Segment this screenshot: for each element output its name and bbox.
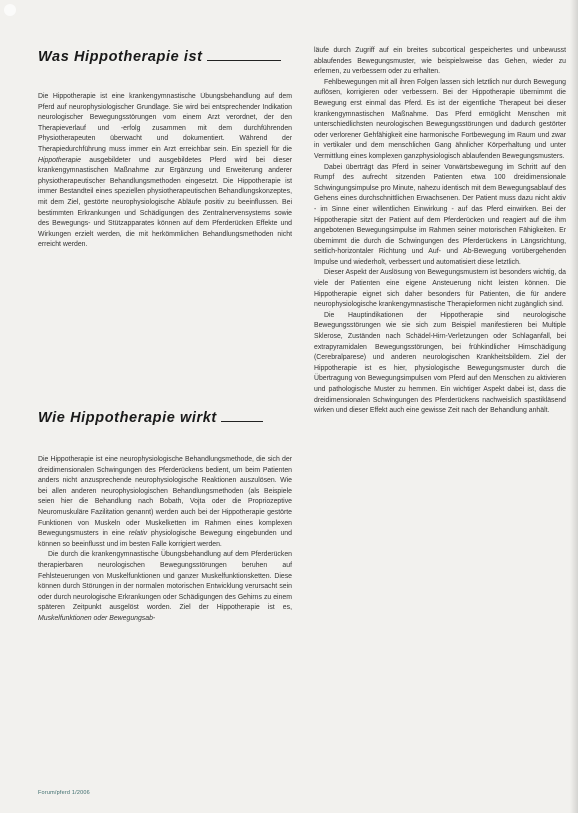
scan-corner-mark <box>4 4 16 16</box>
paragraph: Dieser Aspekt der Auslösung von Bewegungsmustern ist besonders wichtig, da viele der Patienten eine eigene Ansteuerung nicht leisten können. Die Hippotherapie eignet sich daher besonders für Patienten, die für andere neurophysiologische krankengymnastische Therapieformen nicht zugänglich sind. <box>314 269 566 309</box>
scan-edge-shade <box>570 0 578 813</box>
paragraph: läufe durch Zugriff auf ein breites subcortical gespeichertes und unbewusst ablaufendes Bewegungsmuster, wie beispielsweise das Gehen, wieder zu erlernen, zu verbessern oder zu erhalten. <box>314 47 566 76</box>
left-column-section-1 <box>38 92 292 382</box>
heading-text: Was Hippotherapie ist <box>38 49 203 65</box>
paragraph: Die durch die krankengymnastische Übungsbehandlung auf dem Pferderücken therapierbaren neurologischen Bewegungsstörungen beruhen auf Fehlsteuerungen von Muskelfunktionen und ganzer Muskelfunktionsketten. Diese können durch Störungen in der normalen motorischen Entwicklung verursacht sein oder durch neurologische Erkrankungen oder Schädigungen des Gehirns zu einem späteren Zeitpunkt ausgelöst worden. Ziel der Hippotherapie ist es, Muskelfunktionen oder Bewegungsab- <box>38 551 292 622</box>
heading-rule <box>221 420 263 422</box>
heading-text: Wie Hippotherapie wirkt <box>38 410 217 426</box>
paragraph: Die Hauptindikationen der Hippotherapie sind neurologische Bewegungsstörungen wie sie sich zum Beispiel manifestieren bei Multiple Sklerose, Zuständen nach Schädel-Hirn-Verletzungen oder Schlaganfall, bei extrapyramidalen Bewegungsstörungen, bei frühkindlicher Hirnschädigung (Cerebralparese) und anderen neurologischen Krankheitsbildern. Ziel der Hippotherapie ist es hier, physiologische Bewegungsmuster durch die Übertragung von Bewegungsimpulsen vom Pferd auf den Menschen zu aktivieren und pathologische Muster zu hemmen. Ein wichtiger Aspekt dabei ist, dass die dreidimensionalen Schwingungen des Pferderückens nachweislich spastikläsend wirken und dieser Effekt auch eine gewisse Zeit nach der Behandlung anhält. <box>314 311 566 415</box>
heading-was-hippotherapie-ist <box>38 49 294 65</box>
heading-wie-hippotherapie-wirkt <box>38 410 294 426</box>
heading-rule <box>207 59 281 61</box>
paragraph: Dabei überträgt das Pferd in seiner Vorwärtsbewegung im Schritt auf den Rumpf des aufrecht sitzenden Patienten etwa 100 dreidimensionale Schwingungsimpulse pro Minute, nahezu identisch mit dem Bewegungsablauf des Gehens eines durchschnittlichen Erwachsenen. Der Patient muss dazu nicht aktiv - im Sinne einer willentlichen Einwirkung - auf das Pferd einwirken. Bei der Hippotherapie sitzt der Patient auf dem Pferderücken und reagiert auf die ihm angebotenen Bewegungsimpulse im Rahmen seiner motorischen Fähigkeiten. Er übernimmt die durch die Schwingungen des Pferderückens in Längsrichtung, seitlich-horizontaler Richtung und Auf- und Ab-Bewegung vorübergehenden Impulse und wiederholt, verbessert und automatisiert diese letztlich. <box>314 163 566 266</box>
paragraph: Fehlbewegungen mit all ihren Folgen lassen sich letztlich nur durch Bewegung auflösen, korrigieren oder verbessern. Bei der Hippotherapie übernimmt die Bewegung erst einmal das Pferd. Es ist der eigentliche Therapeut bei dieser krankengymnastischen Maßnahme. Das Pferd ermöglicht Menschen mit unterschiedlichsten neurologischen Bewegungsstörungen und dadurch gestörter oder verlorener Gehfähigkeit eine harmonische Fortbewegung im Raum und zwar in vertikaler und dem menschlichen Gang ähnlicher Körperhaltung und unter Vermittlung eines komplexen ganzphysiologisch ablaufenden Bewegungsmusters. <box>314 78 566 160</box>
paragraph: Die Hippotherapie ist eine neurophysiologische Behandlungsmethode, die sich der dreidimensionalen Schwingungen des Pferderückens bedient, um beim Patienten anders nicht anzusprechende neurophysiologische Reaktionen auszulösen. Wie bei allen anderen neurophysiologischen Behandlungsmethoden (als Beispiele seien hier die Behandlung nach Bobath, Vojta oder die Propriozeptive Neuromuskuläre Fazilitation genannt) werden auch bei der Hippotherapie gestörte Funktionen von Muskeln oder Muskelketten im Rahmen eines komplexen Bewegungsmusters in eine relativ physiologische Bewegung eingebunden und können so beeinflusst und im besten Falle korrigiert werden. <box>38 456 292 548</box>
paragraph: Die Hippotherapie ist eine krankengymnastische Übungsbehandlung auf dem Pferd auf neurophysiologischer Grundlage. Sie wird bei entsprechender Indikation neurologischer Bewegungsstörungen vom einem Arzt verordnet, der den Therapieverlauf und -erfolg zusammen mit dem durchführenden Physiotherapeuten überwacht und dokumentiert. Während der Therapiedurchführung muss immer ein Arzt erreichbar sein. Ein speziell für die Hippotherapie ausgebildeter und ausgebildetes Pferd wird bei dieser krankengymnastischen Maßnahme zur Ergänzung und Erweiterung anderer physiotherapeutischer Behandlungsmethoden eingesetzt. Die Hippotherapie ist immer Bestandteil eines speziellen physiotherapeutischen Behandlungskonzeptes, mit dem Ziel, gestörte neurophysiologische Abläufe positiv zu beeinflussen. Bei bestimmten Erkrankungen und Schädigungen des Zentralnervensystems sowie des Bewegungs- und Stützapparates können auf dem Pferderücken Effekte und Wirkungen erzielt werden, die mit herkömmlichen Behandlungsmethoden nicht erreicht werden. <box>38 93 292 249</box>
left-column-section-2 <box>38 455 292 777</box>
right-column <box>314 46 566 776</box>
page-footer: Forum/pferd 1/2006 <box>38 790 90 796</box>
